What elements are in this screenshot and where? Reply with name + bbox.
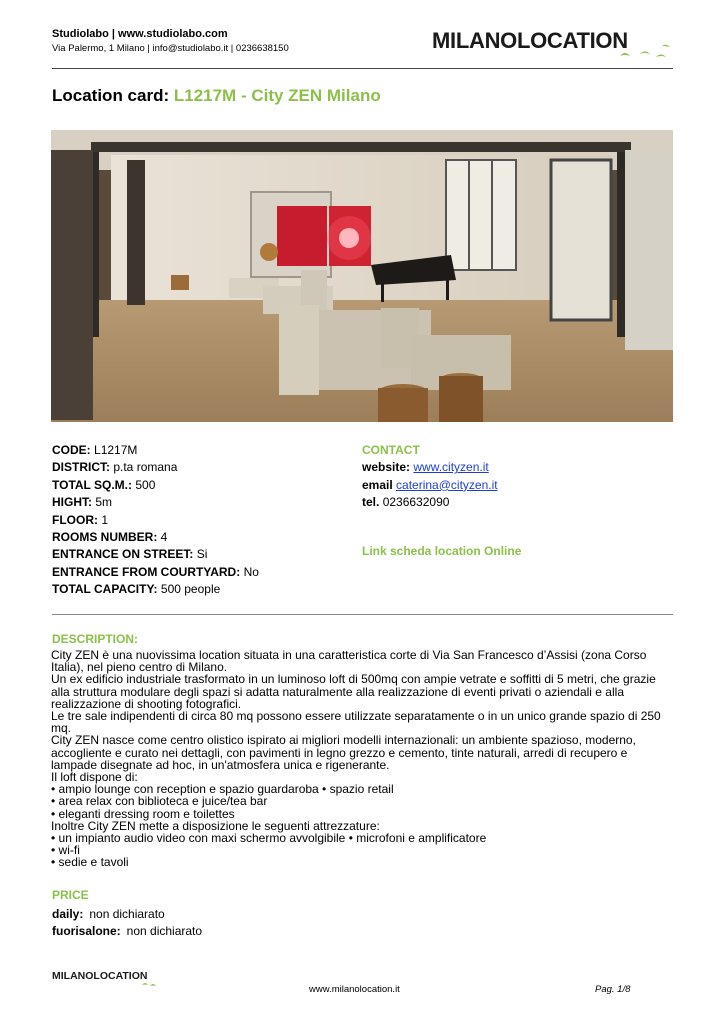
description-paragraph: • eleganti dressing room e toilettes xyxy=(51,806,235,821)
page-title xyxy=(52,86,381,106)
description-paragraph: • sedie e tavoli xyxy=(51,855,129,870)
location-details xyxy=(52,442,259,599)
description-paragraph: Le tre sale indipendenti di circa 80 mq possono essere utilizzate separatamente o in un unico grande spazio di 250 mq. xyxy=(51,709,661,736)
detail-total-capacity: TOTAL CAPACITY: 500 people xyxy=(52,582,221,597)
loft-interior-image xyxy=(51,130,673,422)
description-paragraph: City ZEN è una nuovissima location situata in una caratteristica corte di Via San Francesco d’Assisi (zona Corso Italia), nel pieno centro di Milano. xyxy=(51,648,647,675)
price-daily: daily: non dichiarato xyxy=(52,907,165,921)
contact-email: email caterina@cityzen.it xyxy=(362,477,498,492)
milanolocation-logo: MILANOLOCATION xyxy=(432,28,628,53)
company-name: Studiolabo | www.studiolabo.com xyxy=(52,28,228,40)
detail-floor: FLOOR: 1 xyxy=(52,512,109,527)
location-photo xyxy=(51,130,673,422)
email-link[interactable]: caterina@cityzen.it xyxy=(396,477,498,492)
detail-total-sqm: TOTAL SQ.M.: 500 xyxy=(52,477,156,492)
description-paragraph: Il loft dispone di: xyxy=(51,770,138,785)
description-paragraph: • wi-fi xyxy=(51,843,80,858)
description-paragraph: Inoltre City ZEN mette a disposizione le seguenti attrezzature: xyxy=(51,818,380,833)
footer-website: www.milanolocation.it xyxy=(309,984,400,995)
section-divider xyxy=(52,614,673,615)
description-paragraph: City ZEN nasce come centro olistico ispirato ai migliori modelli internazionali: un ambiente spazioso, moderno, accogliente e curato nei dettagli, con pavimenti in legno grezzo e cemento, tinte naturali, arredi di recupero e lampade disegnate ad hoc, in un'atmosfera unica e rigenerante. xyxy=(51,733,636,772)
logo-leaves-icon xyxy=(618,40,674,62)
description-paragraph: • un impianto audio video con maxi schermo avvolgibile • microfoni e amplificatore xyxy=(51,831,487,846)
description-text xyxy=(51,649,676,869)
online-location-link[interactable]: Link scheda location Online xyxy=(362,544,522,558)
contact-tel: tel. 0236632090 xyxy=(362,495,450,510)
header-divider xyxy=(52,68,673,69)
website-link[interactable]: www.cityzen.it xyxy=(413,460,489,475)
detail-entrance-courtyard: ENTRANCE FROM COURTYARD: No xyxy=(52,564,259,579)
footer-leaves-icon xyxy=(140,978,160,988)
page-number: Pag. 1/8 xyxy=(595,984,631,995)
detail-rooms-number: ROOMS NUMBER: 4 xyxy=(52,530,168,545)
detail-entrance-street: ENTRANCE ON STREET: Si xyxy=(52,547,208,562)
contact-heading: CONTACT xyxy=(362,443,420,457)
contact-website: website: www.cityzen.it xyxy=(362,460,489,475)
detail-district: DISTRICT: p.ta romana xyxy=(52,460,178,475)
footer-logo: MILANOLOCATION xyxy=(52,970,148,982)
company-contact-info: Via Palermo, 1 Milano | info@studiolabo.it | 0236638150 xyxy=(52,43,289,54)
price-heading: PRICE xyxy=(52,888,89,902)
description-heading: DESCRIPTION: xyxy=(52,632,139,646)
detail-height: HIGHT: 5m xyxy=(52,495,113,510)
description-paragraph: • ampio lounge con reception e spazio guardaroba • spazio retail xyxy=(51,782,394,797)
price-fuorisalone: fuorisalone: non dichiarato xyxy=(52,924,203,938)
title-prefix: Location card: xyxy=(52,86,170,105)
detail-code: CODE: L1217M xyxy=(52,443,138,457)
contact-section xyxy=(362,442,498,512)
description-paragraph: Un ex edificio industriale trasformato in un luminoso loft di 500mq con ampie vetrate e soffitti di 5 metri, che grazie alla struttura modulare degli spazi si adatta naturalmente alla realizzazione di eventi privati o aziendali e alla realizzazione di shooting fotografici. xyxy=(51,672,656,711)
location-name: L1217M - City ZEN Milano xyxy=(173,86,381,105)
description-paragraph: • area relax con biblioteca e juice/tea bar xyxy=(51,794,268,809)
